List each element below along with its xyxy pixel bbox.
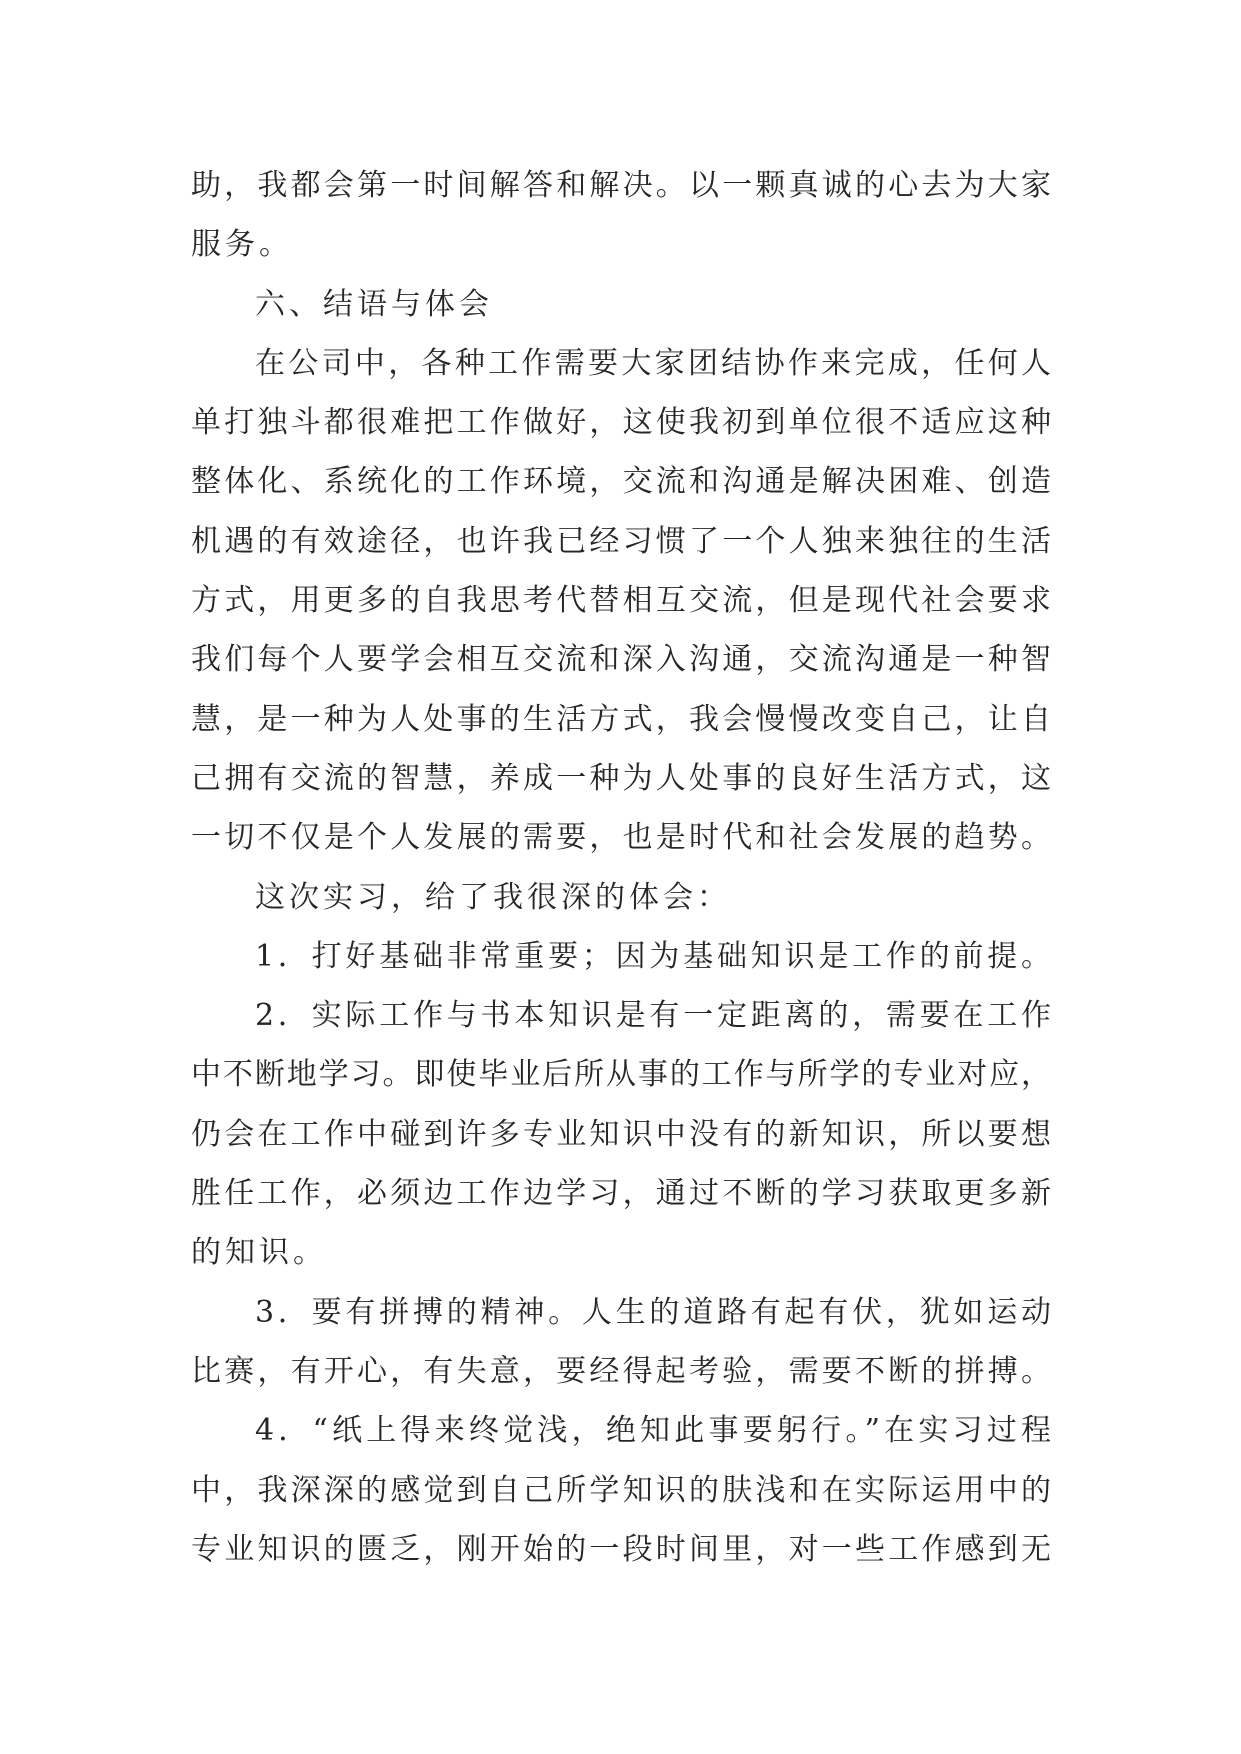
text-line: 2．实际工作与书本知识是有一定距离的，需要在工作 — [255, 998, 1051, 1034]
text-line: 比赛，有开心，有失意，要经得起考验，需要不断的拼搏。 — [191, 1353, 1051, 1389]
text-line: 中不断地学习。即使毕业后所从事的工作与所学的专业对应， — [191, 1057, 1051, 1093]
text-line: 这次实习，给了我很深的体会： — [255, 879, 731, 915]
text-line: 3．要有拼搏的精神。人生的道路有起有伏，犹如运动 — [255, 1294, 1051, 1330]
text-line: 六、结语与体会 — [255, 286, 493, 322]
text-line: 中，我深深的感觉到自己所学知识的肤浅和在实际运用中的 — [191, 1472, 1051, 1508]
text-line: 己拥有交流的智慧，养成一种为人处事的良好生活方式，这 — [191, 760, 1051, 796]
text-line: 一切不仅是个人发展的需要，也是时代和社会发展的趋势。 — [191, 820, 1051, 856]
text-line: 1．打好基础非常重要；因为基础知识是工作的前提。 — [255, 938, 1051, 974]
text-line: 方式，用更多的自我思考代替相互交流，但是现代社会要求 — [191, 583, 1051, 619]
text-line: 专业知识的匮乏，刚开始的一段时间里，对一些工作感到无 — [191, 1531, 1051, 1567]
text-line: 我们每个人要学会相互交流和深入沟通，交流沟通是一种智 — [191, 642, 1051, 678]
text-line: 的知识。 — [191, 1235, 327, 1271]
text-line: 机遇的有效途径，也许我已经习惯了一个人独来独往的生活 — [191, 523, 1051, 559]
text-line: 服务。 — [191, 227, 293, 263]
text-line: 单打独斗都很难把工作做好，这使我初到单位很不适应这种 — [191, 405, 1051, 441]
text-line: 助，我都会第一时间解答和解决。以一颗真诚的心去为大家 — [191, 168, 1051, 203]
text-line: 胜任工作，必须边工作边学习，通过不断的学习获取更多新 — [191, 1176, 1051, 1212]
text-line: 在公司中，各种工作需要大家团结协作来完成，任何人 — [255, 345, 1051, 381]
text-line: 慧，是一种为人处事的生活方式，我会慢慢改变自己，让自 — [191, 701, 1051, 737]
text-line: 整体化、系统化的工作环境，交流和沟通是解决困难、创造 — [191, 464, 1051, 500]
text-line: 仍会在工作中碰到许多专业知识中没有的新知识，所以要想 — [191, 1116, 1051, 1152]
document-body — [191, 156, 1051, 1579]
text-line: 4．“纸上得来终觉浅，绝知此事要躬行。”在实习过程 — [255, 1413, 1051, 1449]
